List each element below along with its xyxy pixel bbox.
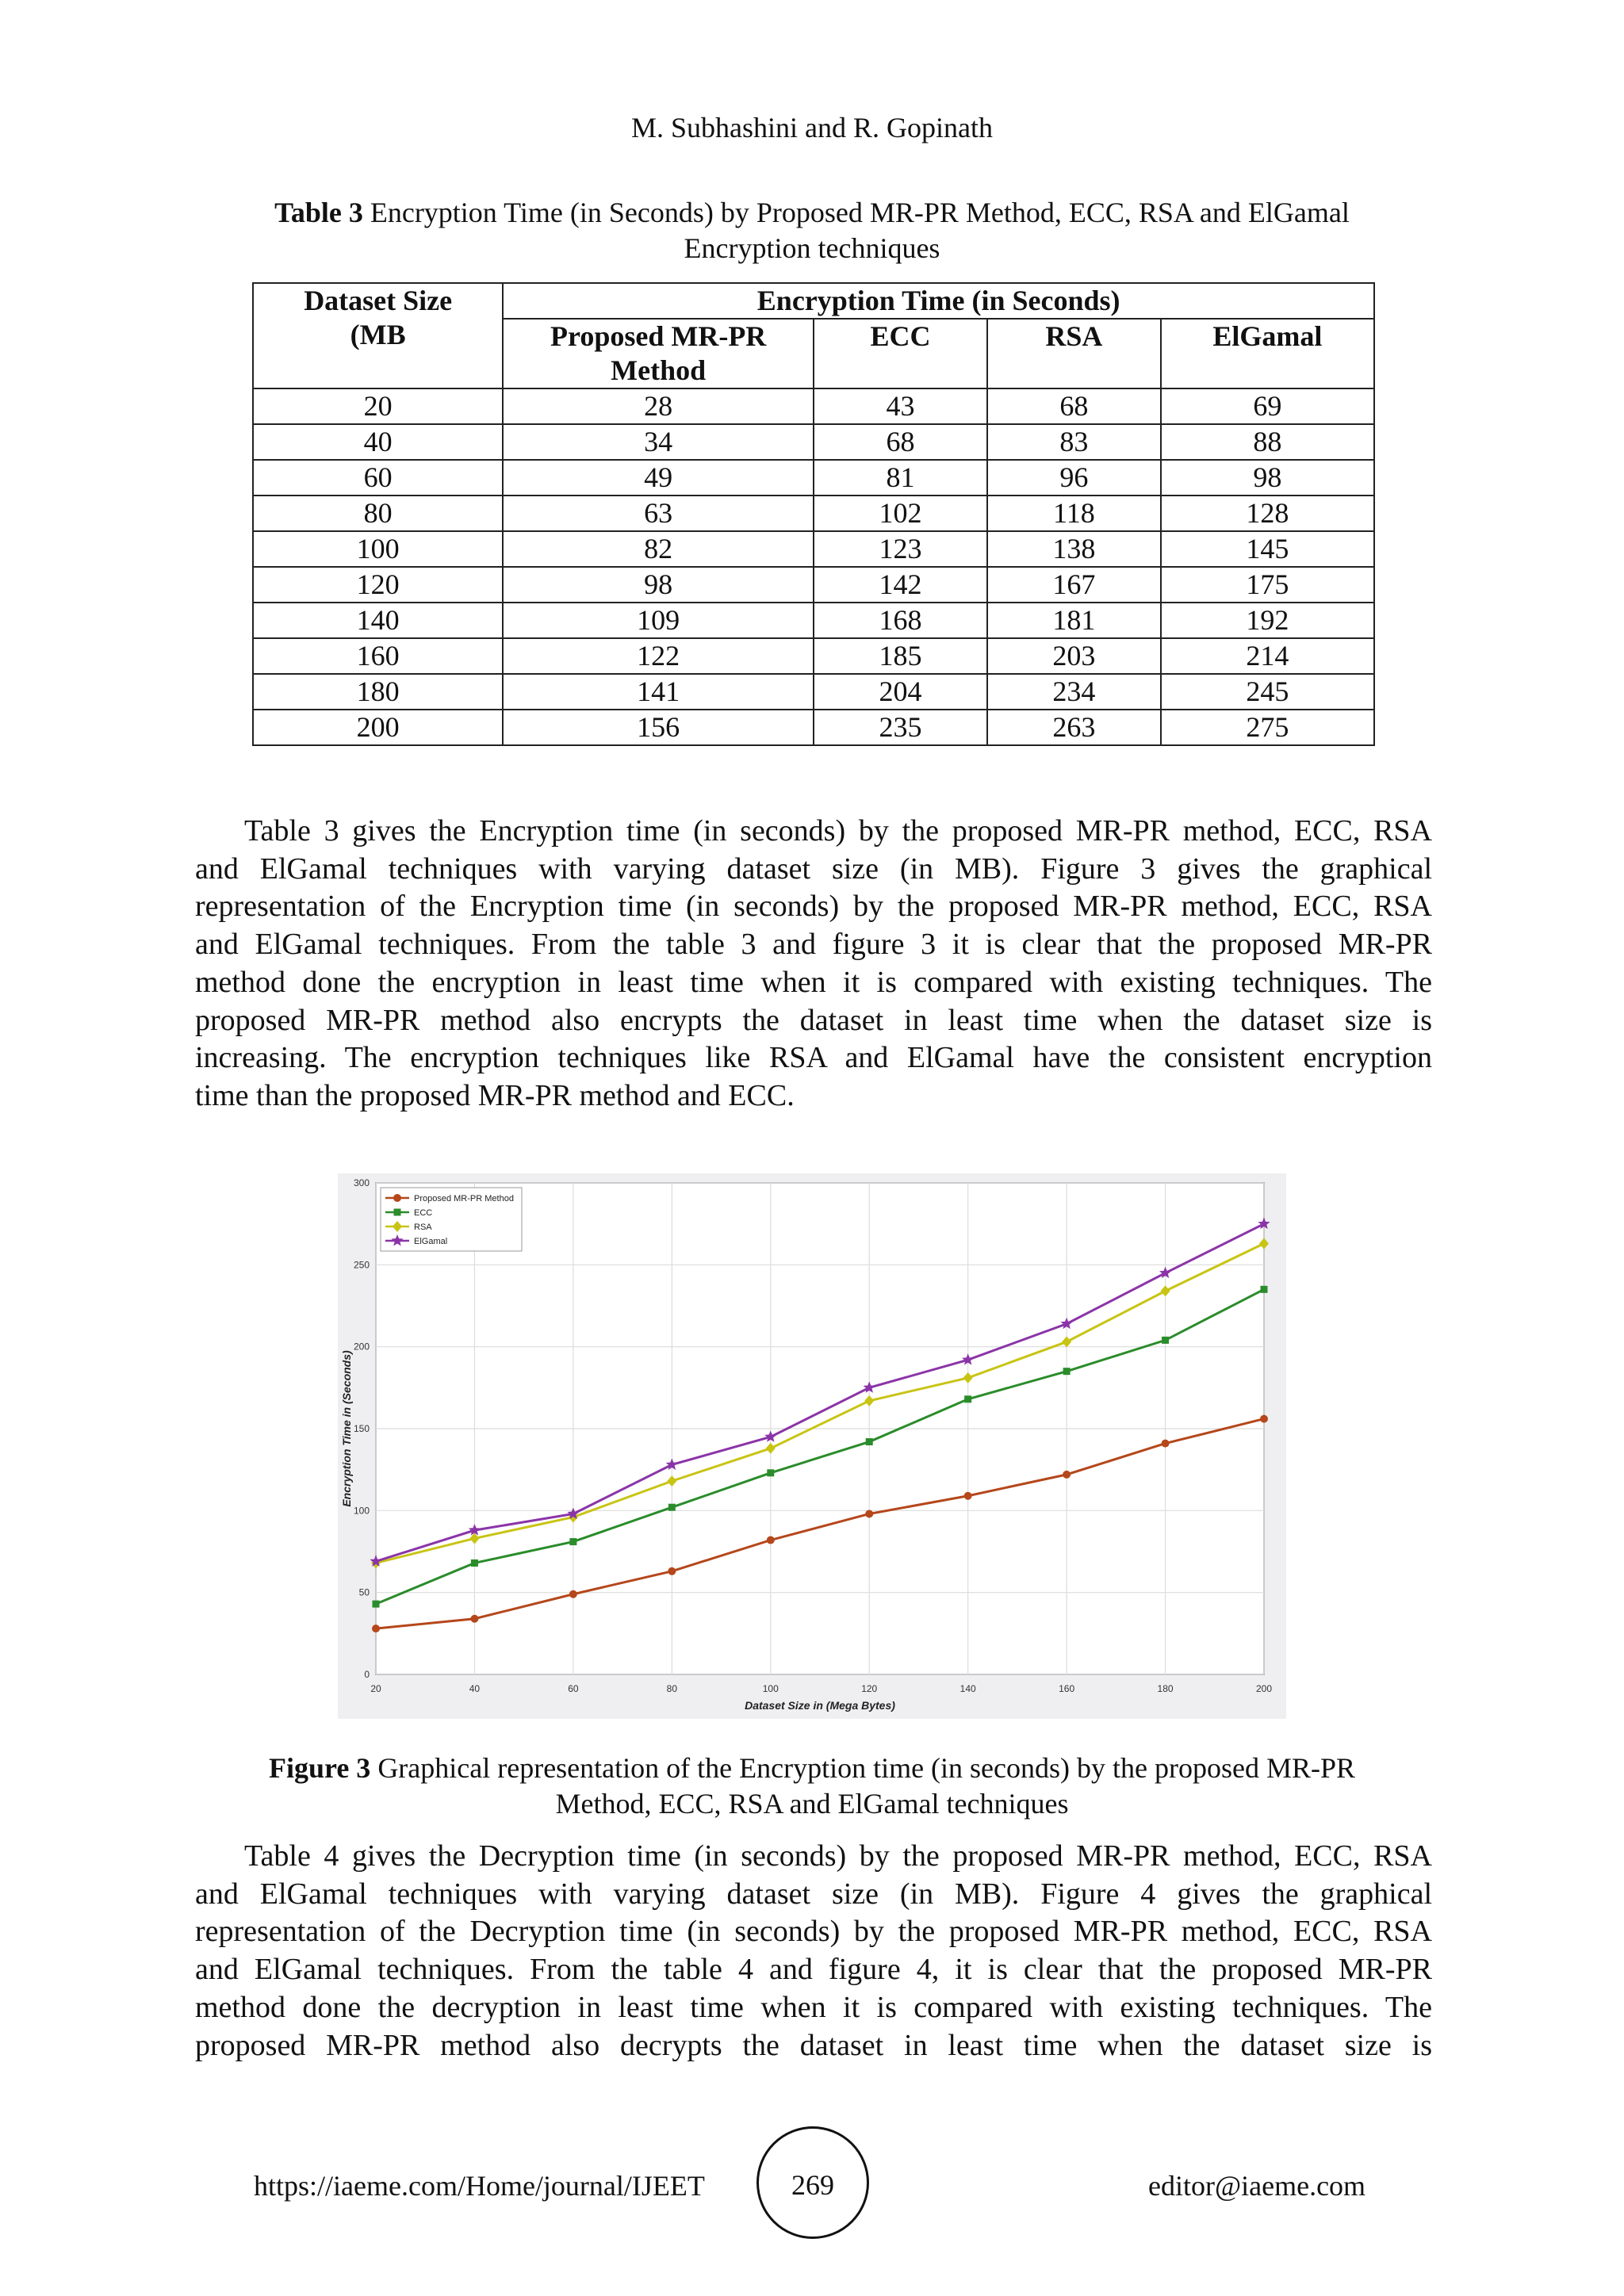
y-tick-label: 150 — [353, 1423, 370, 1434]
paragraph-line — [195, 851, 1432, 888]
table-caption-text: Encryption Time (in Seconds) by Proposed MR-PR Method, ECC, RSA and ElGamal Encryption techniques — [362, 197, 1350, 264]
table-cell: 181 — [987, 603, 1161, 638]
legend-label: ECC — [414, 1208, 433, 1218]
y-tick-label: 300 — [353, 1177, 370, 1188]
figure-caption-text: Graphical representation of the Encryption time (in seconds) by the proposed MR-PR Method, ECC, RSA and ElGamal techniques — [370, 1752, 1356, 1820]
table-cell: 96 — [987, 460, 1161, 496]
encryption-time-line-chart — [338, 1173, 1286, 1719]
paragraph-line — [195, 1876, 1432, 1913]
data-point — [569, 1538, 576, 1545]
data-point — [1260, 1415, 1268, 1423]
x-tick-label: 40 — [469, 1683, 481, 1694]
table-cell: 118 — [987, 496, 1161, 531]
table-row — [253, 603, 1374, 638]
legend-label: ElGamal — [414, 1237, 448, 1246]
paragraph-line — [195, 926, 1432, 963]
paragraph-line — [195, 888, 1432, 925]
data-point — [964, 1492, 972, 1500]
data-point — [964, 1395, 971, 1402]
data-point — [569, 1590, 577, 1598]
data-point — [470, 1615, 478, 1623]
table-cell: 43 — [814, 388, 987, 424]
running-head: M. Subhashini and R. Gopinath — [631, 112, 993, 144]
table-cell: 234 — [987, 674, 1161, 710]
y-tick-label: 100 — [353, 1505, 370, 1517]
paragraph-line-text: proposed MR-PR method also encrypts the dataset in least time when the dataset size is — [195, 1003, 1432, 1037]
table-row — [253, 460, 1374, 496]
table-cell: 185 — [814, 638, 987, 674]
y-tick-label: 50 — [358, 1586, 370, 1598]
x-tick-label: 160 — [1059, 1683, 1075, 1694]
table-cell: 192 — [1161, 603, 1374, 638]
header-elgamal: ElGamal — [1161, 319, 1374, 388]
data-point — [865, 1510, 873, 1517]
table-row — [253, 674, 1374, 710]
table-caption — [238, 195, 1386, 266]
table-cell: 275 — [1161, 710, 1374, 745]
legend-label: RSA — [414, 1223, 432, 1232]
table-row — [253, 567, 1374, 603]
table-cell: 98 — [503, 567, 814, 603]
data-point — [767, 1536, 775, 1544]
header-encryption-time: Encryption Time (in Seconds) — [503, 283, 1374, 319]
x-tick-label: 20 — [370, 1683, 381, 1694]
table-cell: 200 — [253, 710, 503, 745]
table-cell: 156 — [503, 710, 814, 745]
table-row — [253, 388, 1374, 424]
table-cell: 122 — [503, 638, 814, 674]
table-cell: 20 — [253, 388, 503, 424]
table-cell: 138 — [987, 531, 1161, 567]
table-cell: 60 — [253, 460, 503, 496]
table-row — [253, 638, 1374, 674]
table-row — [253, 496, 1374, 531]
y-axis-label: Encryption Time in (Seconds) — [340, 1350, 353, 1507]
table-body — [253, 388, 1374, 745]
data-point — [1162, 1337, 1169, 1344]
table-cell: 245 — [1161, 674, 1374, 710]
paragraph-line-text: and ElGamal techniques. From the table 4 and figure 4, it is clear that the proposed MR-PR — [195, 1953, 1432, 1987]
paragraph-line-text: method done the encryption in least time when it is compared with existing techniques. The — [195, 965, 1432, 999]
paragraph-line — [195, 964, 1432, 1001]
paragraph-line — [195, 1838, 1432, 1875]
y-tick-label: 200 — [353, 1341, 370, 1353]
x-tick-label: 100 — [762, 1683, 779, 1694]
data-point — [866, 1438, 873, 1445]
table-cell: 128 — [1161, 496, 1374, 531]
page-number-badge — [756, 2126, 869, 2239]
table-cell: 49 — [503, 460, 814, 496]
data-point — [767, 1469, 774, 1476]
x-tick-label: 140 — [959, 1683, 976, 1694]
paragraph-line-text: and ElGamal techniques. From the table 3 and figure 3 it is clear that the proposed MR-PR — [195, 928, 1432, 962]
table-cell: 180 — [253, 674, 503, 710]
table-cell: 80 — [253, 496, 503, 531]
data-point — [394, 1209, 401, 1216]
header-ecc: ECC — [814, 319, 987, 388]
table-cell: 102 — [814, 496, 987, 531]
figure3-chart — [338, 1173, 1286, 1719]
table-row — [253, 531, 1374, 567]
data-point — [372, 1624, 380, 1632]
footer-url[interactable]: https://iaeme.com/Home/journal/IJEET — [254, 2170, 705, 2202]
table-row — [253, 424, 1374, 460]
figure-caption — [222, 1751, 1402, 1822]
footer-email[interactable]: editor@iaeme.com — [1148, 2170, 1366, 2202]
table-row — [253, 710, 1374, 745]
page-number: 269 — [791, 2169, 834, 2201]
paragraph-line-text: time than the proposed MR-PR method and ECC. — [195, 1078, 795, 1112]
paragraph-line — [195, 1077, 1432, 1115]
data-point — [393, 1194, 401, 1202]
paragraph-line — [195, 1002, 1432, 1039]
table-cell: 235 — [814, 710, 987, 745]
y-tick-label: 250 — [353, 1259, 370, 1271]
paragraph-line — [195, 2027, 1432, 2064]
paragraph-line-text: representation of the Decryption time (in seconds) by the proposed MR-PR method, ECC, RSA — [195, 1915, 1432, 1949]
paragraph-line-text: and ElGamal techniques with varying dataset size (in MB). Figure 4 gives the graphical — [195, 1877, 1432, 1911]
table-cell: 82 — [503, 531, 814, 567]
header-dataset-size: Dataset Size (MB — [253, 283, 503, 388]
figure-caption-label: Figure 3 — [268, 1752, 371, 1784]
paragraph-line-text: proposed MR-PR method also decrypts the dataset in least time when the dataset size is — [195, 2028, 1432, 2062]
data-point — [668, 1567, 676, 1575]
header-mr-pr: Proposed MR-PR Method — [503, 319, 814, 388]
y-tick-label: 0 — [364, 1669, 370, 1680]
table-cell: 145 — [1161, 531, 1374, 567]
encryption-time-table — [252, 282, 1375, 746]
table-cell: 100 — [253, 531, 503, 567]
data-point — [1063, 1368, 1071, 1375]
paragraph-line — [195, 1989, 1432, 2026]
paragraph-line — [195, 1913, 1432, 1950]
x-tick-label: 60 — [568, 1683, 579, 1694]
x-axis-label: Dataset Size in (Mega Bytes) — [745, 1699, 895, 1712]
paragraph-line-text: Table 4 gives the Decryption time (in seconds) by the proposed MR-PR method, ECC, RSA — [244, 1839, 1432, 1873]
data-point — [1261, 1286, 1268, 1293]
data-point — [1162, 1440, 1170, 1448]
data-point — [1063, 1471, 1071, 1479]
paragraph-line — [195, 1039, 1432, 1077]
table-cell: 142 — [814, 567, 987, 603]
x-tick-label: 200 — [1255, 1683, 1273, 1694]
data-point — [373, 1601, 380, 1608]
paragraph-line-text: and ElGamal techniques with varying dataset size (in MB). Figure 3 gives the graphical — [195, 851, 1432, 886]
paragraph-line-text: increasing. The encryption techniques like RSA and ElGamal have the consistent encryption — [195, 1041, 1432, 1075]
table-cell: 40 — [253, 424, 503, 460]
table-cell: 83 — [987, 424, 1161, 460]
table-cell: 204 — [814, 674, 987, 710]
table-cell: 141 — [503, 674, 814, 710]
table-cell: 34 — [503, 424, 814, 460]
x-tick-label: 80 — [666, 1683, 678, 1694]
table-cell: 81 — [814, 460, 987, 496]
table-cell: 28 — [503, 388, 814, 424]
table-caption-label: Table 3 — [274, 197, 363, 228]
table-cell: 68 — [987, 388, 1161, 424]
table-cell: 214 — [1161, 638, 1374, 674]
table-cell: 68 — [814, 424, 987, 460]
x-tick-label: 120 — [861, 1683, 878, 1694]
table-cell: 263 — [987, 710, 1161, 745]
paragraph-line-text: method done the decryption in least time when it is compared with existing techniques. The — [195, 1990, 1432, 2024]
data-point — [668, 1504, 676, 1511]
header-rsa: RSA — [987, 319, 1161, 388]
table-cell: 168 — [814, 603, 987, 638]
table-cell: 175 — [1161, 567, 1374, 603]
table-cell: 167 — [987, 567, 1161, 603]
paragraph-line-text: representation of the Encryption time (in seconds) by the proposed MR-PR method, ECC, RSA — [195, 890, 1432, 924]
table-cell: 120 — [253, 567, 503, 603]
paragraph-line — [195, 813, 1432, 850]
legend-label: Proposed MR-PR Method — [414, 1194, 514, 1203]
table-cell: 140 — [253, 603, 503, 638]
table-cell: 98 — [1161, 460, 1374, 496]
table-cell: 123 — [814, 531, 987, 567]
table-cell: 88 — [1161, 424, 1374, 460]
table-cell: 109 — [503, 603, 814, 638]
paragraph-line — [195, 1951, 1432, 1988]
table-cell: 203 — [987, 638, 1161, 674]
paragraph-line-text: Table 3 gives the Encryption time (in seconds) by the proposed MR-PR method, ECC, RSA — [244, 814, 1432, 848]
table-cell: 63 — [503, 496, 814, 531]
x-tick-label: 180 — [1157, 1683, 1174, 1694]
table-cell: 160 — [253, 638, 503, 674]
data-point — [471, 1559, 478, 1567]
table-cell: 69 — [1161, 388, 1374, 424]
